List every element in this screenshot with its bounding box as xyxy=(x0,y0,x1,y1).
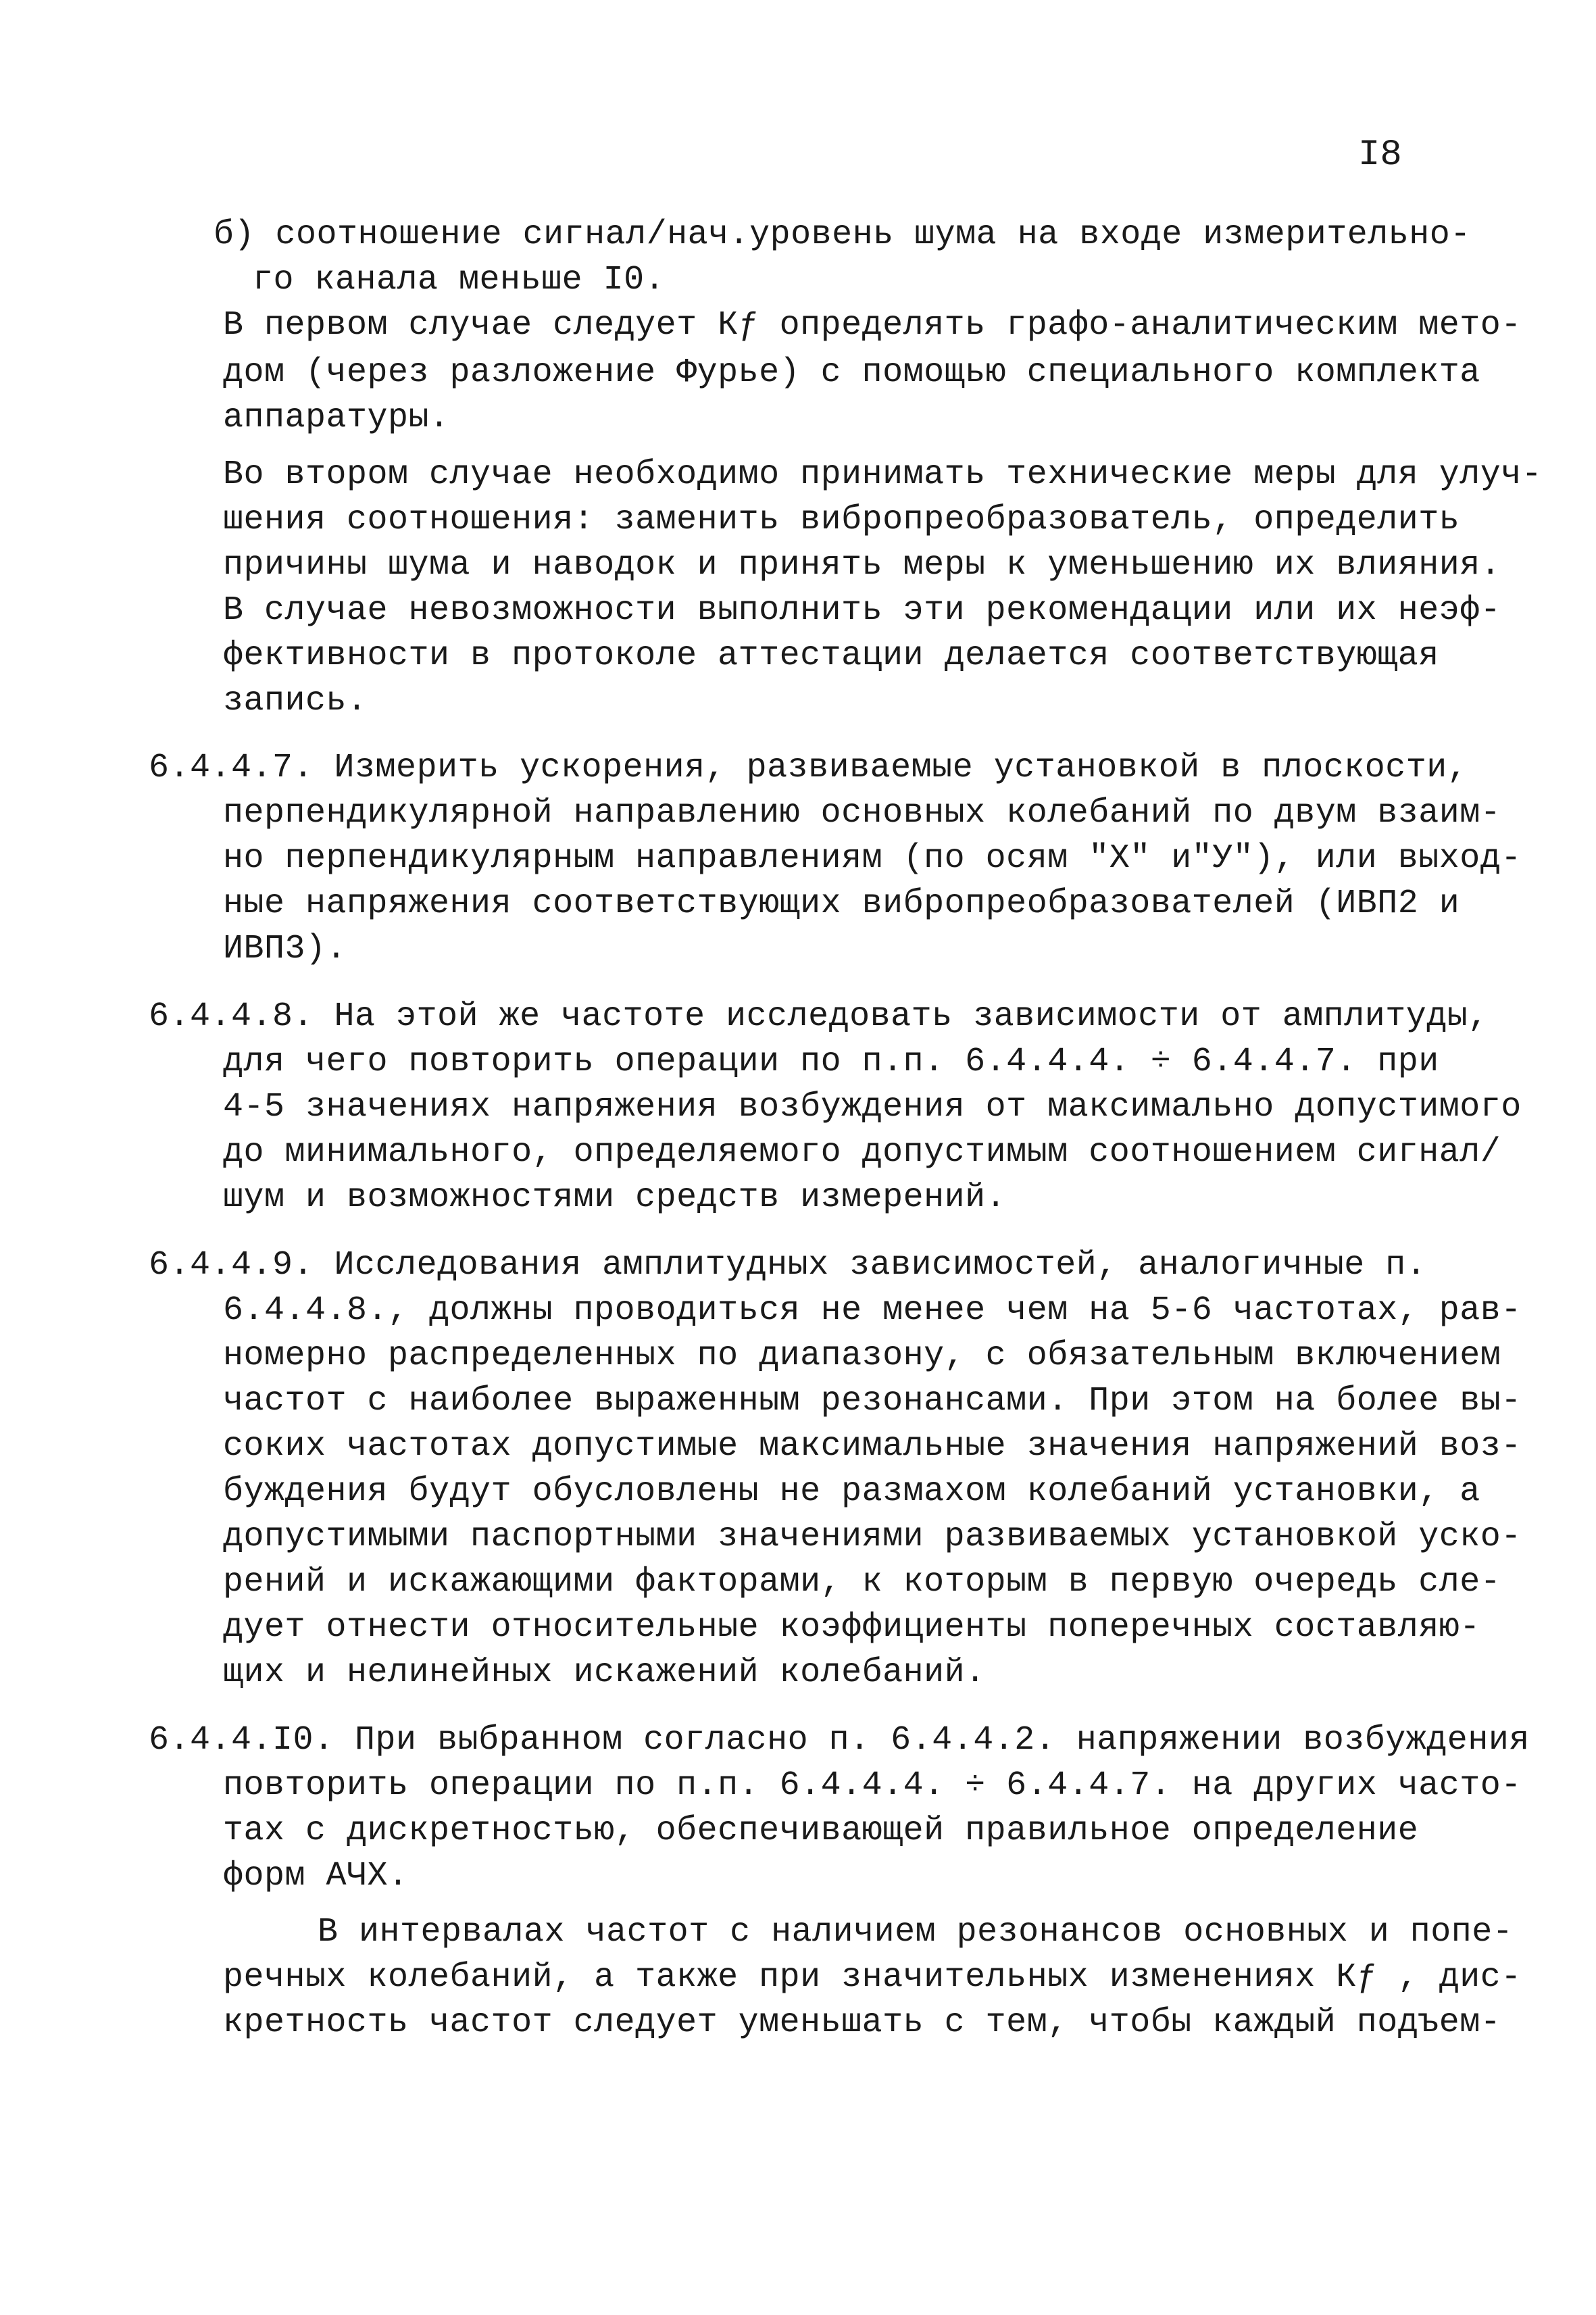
text-line: допустимыми паспортными значениями развиваемых установкой уско- xyxy=(223,1518,1522,1556)
text-line: шения соотношения: заменить вибропреобразователь, определить xyxy=(223,501,1460,539)
text-line: для чего повторить операции по п.п. 6.4.4.4. ÷ 6.4.4.7. при xyxy=(223,1043,1439,1081)
text-line: соких частотах допустимые максимальные значения напряжений воз- xyxy=(223,1427,1522,1466)
text-line: шум и возможностями средств измерений. xyxy=(223,1178,1007,1217)
text-line: до минимального, определяемого допустимым соотношением сигнал/ xyxy=(223,1133,1501,1172)
text-line: речных колебаний, а также при значительных изменениях Кƒ , дис- xyxy=(223,1958,1522,1997)
text-line: б) соотношение сигнал/нач.уровень шума на входе измерительно- xyxy=(214,216,1471,254)
text-line: 6.4.4.I0. При выбранном согласно п. 6.4.4.2. напряжении возбуждения xyxy=(149,1721,1530,1760)
text-line: ИВП3). xyxy=(223,930,347,968)
text-line: 6.4.4.8. На этой же частоте исследовать зависимости от амплитуды, xyxy=(149,997,1489,1036)
text-line: аппаратуры. xyxy=(223,399,450,437)
text-line: кретность частот следует уменьшать с тем, чтобы каждый подъем- xyxy=(223,2003,1501,2042)
text-line: частот с наиболее выраженным резонансами. При этом на более вы- xyxy=(223,1382,1522,1420)
page-number: I8 xyxy=(1358,134,1402,176)
text-line: повторить операции по п.п. 6.4.4.4. ÷ 6.4.4.7. на других часто- xyxy=(223,1766,1522,1805)
text-line: 6.4.4.9. Исследования амплитудных зависимостей, аналогичные п. xyxy=(149,1246,1427,1285)
text-line: Во втором случае необходимо принимать технические меры для улуч- xyxy=(223,455,1543,494)
text-line: дом (через разложение Фурье) с помощью специального комплекта xyxy=(223,353,1480,392)
text-line: рений и искажающими факторами, к которым в первую очередь сле- xyxy=(223,1563,1501,1601)
text-line: запись. xyxy=(223,682,368,720)
text-line: перпендикулярной направлению основных колебаний по двум взаим- xyxy=(223,794,1501,832)
text-line: буждения будут обусловлены не размахом колебаний установки, а xyxy=(223,1472,1480,1511)
text-line: но перпендикулярным направлениям (по осям "Х" и"У"), или выход- xyxy=(223,839,1522,878)
text-line: В первом случае следует Кƒ определять графо-аналитическим мето- xyxy=(223,306,1522,345)
text-line: В интервалах частот с наличием резонансов основных и попе- xyxy=(318,1913,1514,1951)
text-line: номерно распределенных по диапазону, с обязательным включением xyxy=(223,1337,1501,1375)
text-line: дует отнести относительные коэффициенты поперечных составляю- xyxy=(223,1608,1480,1647)
text-line: 6.4.4.7. Измерить ускорения, развиваемые установкой в плоскости, xyxy=(149,749,1468,787)
text-line: форм АЧХ. xyxy=(223,1857,409,1895)
text-line: тах с дискретностью, обеспечивающей правильное определение xyxy=(223,1812,1419,1850)
text-line: 4-5 значениях напряжения возбуждения от максимально допустимого xyxy=(223,1088,1522,1126)
text-line: фективности в протоколе аттестации делается соответствующая xyxy=(223,637,1439,675)
text-line: щих и нелинейных искажений колебаний. xyxy=(223,1653,986,1692)
text-line: В случае невозможности выполнить эти рекомендации или их неэф- xyxy=(223,591,1501,630)
text-line: 6.4.4.8., должны проводиться не менее чем на 5-6 частотах, рав- xyxy=(223,1291,1522,1330)
text-line: го канала меньше I0. xyxy=(253,261,666,299)
text-line: причины шума и наводок и принять меры к уменьшению их влияния. xyxy=(223,546,1501,584)
text-line: ные напряжения соответствующих вибропреобразователей (ИВП2 и xyxy=(223,885,1460,923)
